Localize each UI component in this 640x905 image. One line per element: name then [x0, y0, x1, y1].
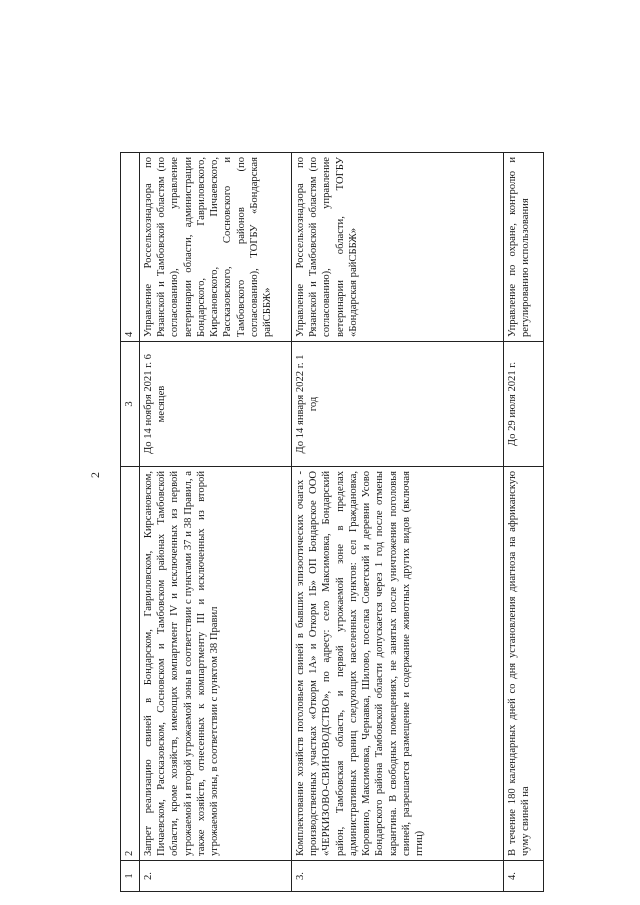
- measure-cell: Запрет реализацию свиней в Бондарском, Гавриловском, Кирсановском, Пичаевском, Рассказовском, Сосновском и Тамбовском районах Тамбовской области, кроме хозяйств, имеющих компартмент IV и исключенных из первой угрожаемой и второй угрожаемой зоны в соответствии с пунктами 37 и 38 Правил, а также хозяйств, отнесенных к компартменту III и исключенных из второй угрожаемой зоны, в соответствии с пунктом 38 Правил: [140, 467, 292, 861]
- table-row: [292, 153, 504, 892]
- measures-table: [120, 152, 544, 892]
- measure-cell: В течение 180 календарных дней со дня установления диагноза на африканскую чуму свиней на: [504, 467, 544, 861]
- responsible-cell: Управление Россельхознадзора по Рязанской и Тамбовской областям (по согласованию), управление ветеринарии области, администрации Бондарского, Гавриловского, Кирсановского, Пичаевского, Рассказовского, Сосновского и Тамбовского районов (по согласованию), ТОГБУ «Бондарская райСББЖ»: [140, 153, 292, 342]
- page-number: 2: [88, 472, 102, 478]
- table-header-row: [121, 153, 140, 892]
- header-col-3: 3: [121, 342, 140, 467]
- measure-cell: Комплектование хозяйств поголовьем свиней в бывших эпизоотических очагах - производственных участках «Откорм 1А» и Откорм 1Б» ОП Бондарское ООО «ЧЕРКИЗОВО-СВИНОВОДСТВО», по адресу: село Максимовка, Бондарский район, Тамбовская область, и первой угрожаемой зоне в пределах административных границ следующих населенных пунктов: сел Граждановка, Коровино, Максимовка, Чернавка, Шилово, поселка Советский и деревни Усово Бондарского района Тамбовской области допускается через 1 год после отмены карантина. В свободных помещениях, не занятых после уничтожения поголовья свиней, разрешается размещение и содержание животных других видов (включая птиц): [292, 467, 504, 861]
- header-col-1: 1: [121, 861, 140, 892]
- row-number: 3.: [292, 861, 504, 892]
- table-row: [140, 153, 292, 892]
- header-col-2: 2: [121, 467, 140, 861]
- term-cell: До 14 января 2022 г. 1 год: [292, 342, 504, 467]
- header-col-4: 4: [121, 153, 140, 342]
- term-cell: До 14 ноября 2021 г. 6 месяцев: [140, 342, 292, 467]
- table-row: [504, 153, 544, 892]
- row-number: 4.: [504, 861, 544, 892]
- responsible-cell: Управление по охране, контролю и регулированию использования: [504, 153, 544, 342]
- responsible-cell: Управление Россельхознадзора по Рязанской и Тамбовской областям (по согласованию), управление ветеринарии области, ТОГБУ «Бондарская райСББЖ»: [292, 153, 504, 342]
- row-number: 2.: [140, 861, 292, 892]
- term-cell: До 29 июля 2021 г.: [504, 342, 544, 467]
- document-table-sheet: [120, 152, 560, 892]
